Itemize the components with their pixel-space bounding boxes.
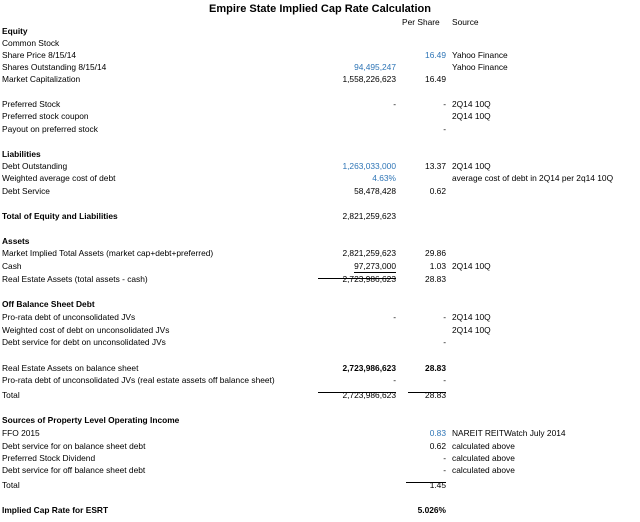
row-ds-on-bs [0,440,640,452]
row-label: Payout on preferred stock [2,124,98,134]
row-preferred-coupon [0,110,640,122]
row-value: 4.63% [372,173,396,183]
row-wacd [0,172,640,184]
row-debt-service [0,185,640,197]
row-label: Weighted cost of debt on unconsolidated JVs [2,325,170,335]
row-weighted-cost-jv [0,324,640,336]
row-label: Total [2,480,20,490]
row-source: NAREIT REITWatch July 2014 [452,428,566,438]
row-liabilities [0,148,640,160]
row-total-eq-liab [0,210,640,222]
row-ds-off-bs [0,464,640,476]
row-prorata-debt [0,311,640,323]
row-per-share: 0.62 [429,441,446,451]
row-label: Debt service for off balance sheet debt [2,465,146,475]
row-per-share: 28.83 [425,274,446,284]
row-label: Pro-rata debt of unconsolidated JVs [2,312,136,322]
row-label: Shares Outstanding 8/15/14 [2,62,107,72]
row-implied-cap-rate [0,504,640,516]
row-value: 2,821,259,623 [342,248,396,258]
row-source: calculated above [452,453,515,463]
row-value: 2,723,986,623 [342,390,396,400]
row-label: Liabilities [2,149,41,159]
row-assets [0,235,640,247]
row-label: Common Stock [2,38,60,48]
income-sum-line [406,482,446,483]
row-value: - [393,99,396,109]
row-pref-dividend [0,452,640,464]
row-label: Equity [2,26,28,36]
row-per-share: - [443,124,446,134]
row-label: Real Estate Assets (total assets - cash) [2,274,148,284]
row-ffo-2015 [0,427,640,439]
row-off-bs-debt [0,298,640,310]
row-label: Sources of Property Level Operating Income [2,415,180,425]
per-share-header: Per Share [402,17,440,27]
row-label: Total of Equity and Liabilities [2,211,118,221]
row-source: average cost of debt in 2Q14 per 2q14 10Q [452,173,614,183]
row-per-share: - [443,99,446,109]
row-label: Market Implied Total Assets (market cap+debt+preferred) [2,248,214,258]
row-cash [0,260,640,272]
row-value: - [393,375,396,385]
row-sources-noi [0,414,640,426]
row-per-share: 0.62 [429,186,446,196]
row-value: 97,273,000 [354,261,396,271]
row-label: FFO 2015 [2,428,40,438]
row-real-estate-assets [0,273,640,285]
row-common-stock [0,37,640,49]
row-per-share: - [443,375,446,385]
row-shares-outstanding [0,61,640,73]
row-value: 1,558,226,623 [342,74,396,84]
assets-sum-line [318,278,396,279]
row-per-share: 16.49 [425,74,446,84]
row-source: 2Q14 10Q [452,261,491,271]
row-source: 2Q14 10Q [452,325,491,335]
row-re-assets-bs [0,362,640,374]
row-per-share: 5.026% [417,505,446,515]
row-label: Debt service for debt on unconsolidated JVs [2,337,166,347]
row-per-share: 0.83 [429,428,446,438]
row-label: Off Balance Sheet Debt [2,299,95,309]
row-total-assets [0,389,640,401]
row-label: Total [2,390,20,400]
row-value: - [393,312,396,322]
row-source: 2Q14 10Q [452,312,491,322]
row-value: 2,821,259,623 [342,211,396,221]
row-label: Share Price 8/15/14 [2,50,77,60]
source-header: Source [452,17,479,27]
row-label: Pro-rata debt of unconsolidated JVs (real estate assets off balance sheet) [2,375,275,385]
row-equity [0,25,640,37]
row-label: Assets [2,236,30,246]
row-value: 94,495,247 [354,62,396,72]
row-debt-outstanding [0,160,640,172]
row-preferred-payout [0,123,640,135]
row-market-cap [0,73,640,85]
row-per-share: 16.49 [425,50,446,60]
row-label: Preferred Stock [2,99,61,109]
row-source: Yahoo Finance [452,50,508,60]
row-mkt-implied-assets [0,247,640,259]
row-source: 2Q14 10Q [452,99,491,109]
row-debt-service-jv [0,336,640,348]
row-label: Debt service for on balance sheet debt [2,441,146,451]
row-label: Market Capitalization [2,74,81,84]
row-per-share: 13.37 [425,161,446,171]
total-sum-line-value [318,392,396,393]
row-per-share: - [443,465,446,475]
row-per-share: 29.86 [425,248,446,258]
row-source: calculated above [452,465,515,475]
row-label: Preferred Stock Dividend [2,453,96,463]
row-source: 2Q14 10Q [452,161,491,171]
row-value: 1,263,033,000 [342,161,396,171]
row-label: Preferred stock coupon [2,111,89,121]
row-value: 58,478,428 [354,186,396,196]
row-per-share: - [443,453,446,463]
row-label: Debt Service [2,186,50,196]
row-per-share: 28.83 [425,363,446,373]
row-prorata-debt-off [0,374,640,386]
row-per-share: - [443,337,446,347]
row-per-share: 1.03 [429,261,446,271]
row-label: Implied Cap Rate for ESRT [2,505,109,515]
row-label: Cash [2,261,22,271]
row-label: Weighted average cost of debt [2,173,116,183]
row-label: Debt Outstanding [2,161,68,171]
row-value: 2,723,986,623 [342,274,396,284]
total-sum-line-per [408,392,446,393]
row-source: Yahoo Finance [452,62,508,72]
row-total-income [0,479,640,491]
row-per-share: - [443,312,446,322]
row-per-share: 28.83 [425,390,446,400]
row-source: calculated above [452,441,515,451]
row-per-share: 1.45 [429,480,446,490]
row-preferred-stock [0,98,640,110]
row-value: 2,723,986,623 [342,363,396,373]
page-title: Empire State Implied Cap Rate Calculation [209,3,431,15]
row-label: Real Estate Assets on balance sheet [2,363,139,373]
row-share-price [0,49,640,61]
row-source: 2Q14 10Q [452,111,491,121]
